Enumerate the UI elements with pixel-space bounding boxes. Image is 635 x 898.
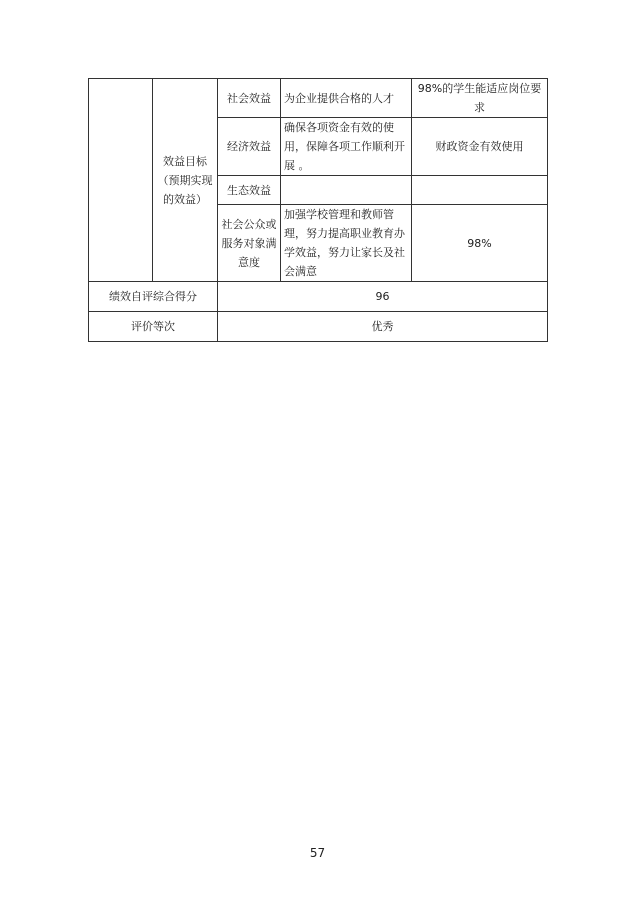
indicator-cell: 经济效益 (218, 118, 281, 176)
grade-value-cell: 优秀 (218, 312, 548, 342)
grade-label-cell: 评价等次 (89, 312, 218, 342)
indicator-cell: 生态效益 (218, 176, 281, 205)
actual-value-cell: 98% (412, 205, 548, 282)
indicator-cell: 社会效益 (218, 79, 281, 118)
actual-value-cell (412, 176, 548, 205)
description-cell: 加强学校管理和教师管理，努力提高职业教育办学效益，努力让家长及社会满意 (281, 205, 412, 282)
indicator-cell: 社会公众或服务对象满意度 (218, 205, 281, 282)
page-number: 57 (309, 846, 326, 860)
score-row (89, 282, 548, 312)
blank-category-cell (89, 79, 153, 282)
actual-value-cell: 98%的学生能适应岗位要求 (412, 79, 548, 118)
description-cell: 确保各项资金有效的使用，保障各项工作顺利开展 。 (281, 118, 412, 176)
actual-value-cell: 财政资金有效使用 (412, 118, 548, 176)
description-cell (281, 176, 412, 205)
table-row (89, 79, 548, 118)
grade-row (89, 312, 548, 342)
score-label-cell: 绩效自评综合得分 (89, 282, 218, 312)
category-cell: 效益目标（预期实现的效益） (153, 79, 218, 282)
performance-evaluation-table (88, 78, 548, 342)
score-value-cell: 96 (218, 282, 548, 312)
description-cell: 为企业提供合格的人才 (281, 79, 412, 118)
